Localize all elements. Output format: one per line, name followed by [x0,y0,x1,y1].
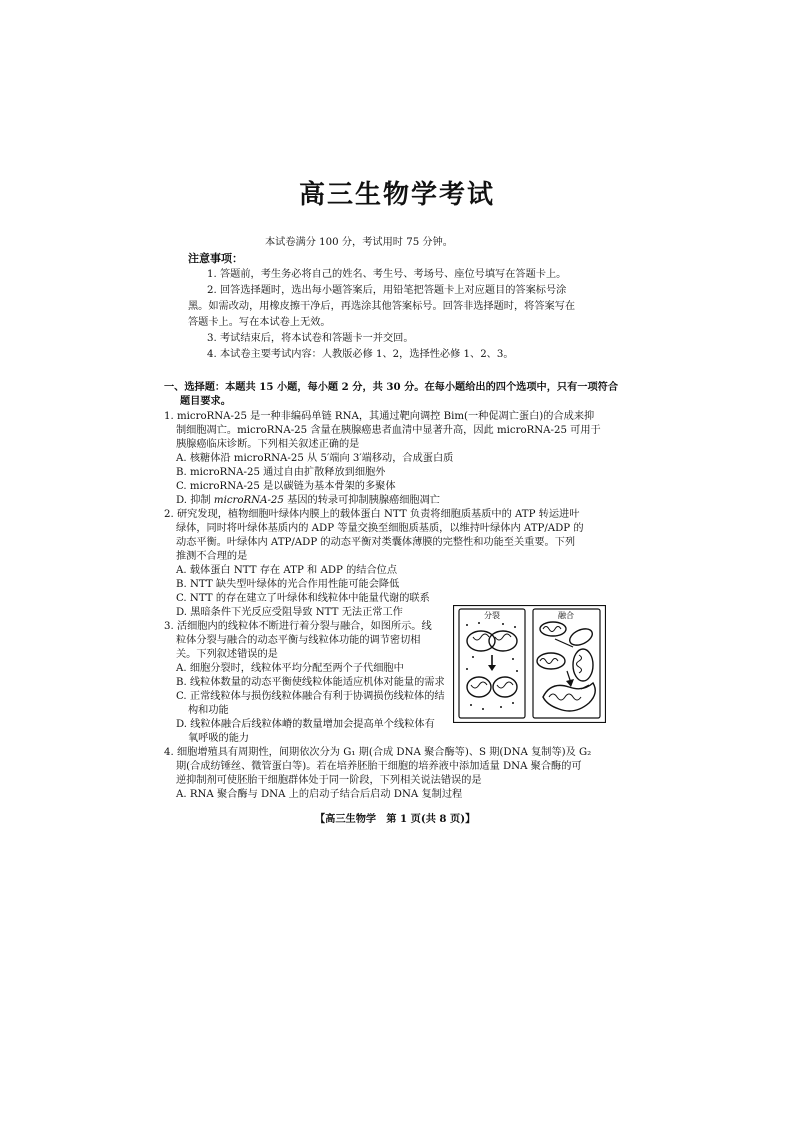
notice-line: 2. 回答选择题时，选出每小题答案后，用铅笔把答题卡上对应题目的答案标号涂 [207,285,567,296]
option-c: C. NTT 的存在建立了叶绿体和线粒体中能量代谢的联系 [176,593,430,604]
question-stem: 期(合成纺锤丝、微管蛋白等)。若在培养胚胎干细胞的培养液中添加适量 DNA 聚合酶的可 [176,761,582,772]
option-b: B. NTT 缺失型叶绿体的光合作用性能可能会降低 [176,579,400,590]
option-d: D. 黑暗条件下光反应受阻导致 NTT 无法正常工作 [176,607,403,618]
question-stem: 胰腺癌临床诊断。下列相关叙述正确的是 [176,439,360,450]
question-stem: 制细胞凋亡。microRNA-25 含量在胰腺癌患者血清中显著升高，因此 microRNA-25 可用于 [176,425,601,436]
notice-line: 4. 本试卷主要考试内容：人教版必修 1、2，选择性必修 1、2、3。 [207,349,514,360]
option-a: A. 细胞分裂时，线粒体平均分配至两个子代细胞中 [176,663,404,674]
option-d-suffix: 基因的转录可抑制胰腺癌细胞凋亡 [283,495,440,506]
option-c: C. microRNA-25 是以碳链为基本骨架的多聚体 [176,481,396,492]
fusion-label: 融合 [558,611,574,620]
option-d: D. 线粒体融合后线粒体嵴的数量增加会提高单个线粒体有 [176,719,435,730]
option-a: A. 载体蛋白 NTT 存在 ATP 和 ADP 的结合位点 [176,565,398,576]
option-a: A. 核糖体沿 microRNA-25 从 5′端向 3′端移动，合成蛋白质 [176,453,454,464]
section-heading: 一、选择题：本题共 15 小题，每小题 2 分，共 30 分。在每小题给出的四个选项中，只有一项符合 [164,381,619,393]
question-stem: 逆抑制剂可使胚胎干细胞群体处于同一阶段，下列相关说法错误的是 [176,775,482,786]
question-stem: 绿体，同时将叶绿体基质内的 ADP 等量交换至细胞质基质，以维持叶绿体内 ATP/ADP 的 [176,523,584,534]
question-stem: 动态平衡。叶绿体内 ATP/ADP 的动态平衡对类囊体薄膜的完整性和功能至关重要。下列 [176,537,576,548]
question-stem: 推测不合理的是 [176,551,248,562]
option-d [176,494,440,508]
mitochondria-figure [453,605,606,723]
question-stem: 2. 研究发现，植物细胞叶绿体内膜上的载体蛋白 NTT 负责将细胞质基质中的 ATP 转运进叶 [164,509,580,520]
option-a: A. RNA 聚合酶与 DNA 上的启动子结合后启动 DNA 复制过程 [176,789,463,800]
notice-heading: 注意事项： [188,252,243,265]
option-d-prefix: D. 抑制 [176,495,214,506]
option-c: C. 正常线粒体与损伤线粒体融合有利于协调损伤线粒体的结 [176,691,445,702]
page-title: 高三生物学考试 [298,180,495,210]
option-b: B. 线粒体数量的动态平衡使线粒体能适应机体对能量的需求 [176,677,445,688]
section-heading: 题目要求。 [180,395,231,407]
question-stem: 关。下列叙述错误的是 [176,649,278,660]
question-stem: 粒体分裂与融合的动态平衡与线粒体功能的调节密切相 [176,635,421,646]
page-footer: 【高三生物学 第 1 页(共 8 页)】 [315,813,476,825]
fission-label: 分裂 [484,611,500,620]
option-d-gene: microRNA-25 [213,495,284,506]
question-stem: 1. microRNA-25 是一种非编码单链 RNA，其通过靶向调控 Bim(一种促凋亡蛋白)的合成来抑 [164,411,595,422]
notice-line: 1. 答题前，考生务必将自己的姓名、考生号、考场号、座位号填写在答题卡上。 [207,269,567,280]
option-b: B. microRNA-25 通过自由扩散释放到细胞外 [176,467,386,478]
question-stem: 4. 细胞增殖具有周期性，间期依次分为 G₁ 期(合成 DNA 聚合酶等)、S 期(DNA 复制等)及 G₂ [164,747,592,758]
option-c-cont: 构和功能 [188,705,229,716]
option-d-cont: 氧呼吸的能力 [188,733,250,744]
notice-line: 答题卡上。写在本试卷上无效。 [188,317,331,328]
notice-line: 3. 考试结束后，将本试卷和答题卡一并交回。 [207,333,414,344]
question-stem: 3. 活细胞内的线粒体不断进行着分裂与融合，如图所示。线 [164,621,432,632]
notice-line: 黑。如需改动，用橡皮擦干净后，再选涂其他答案标号。回答非选择题时，将答案写在 [188,301,576,312]
exam-info: 本试卷满分 100 分，考试用时 75 分钟。 [265,237,453,248]
